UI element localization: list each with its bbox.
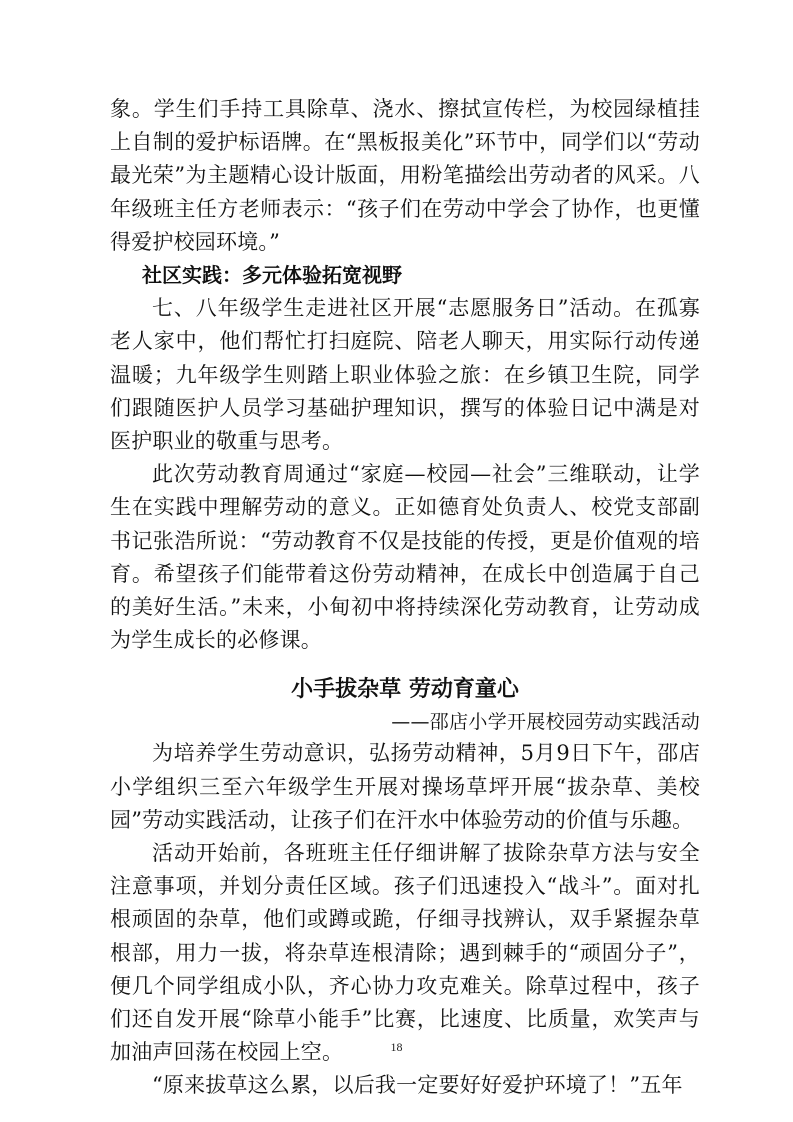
section-paragraph-1: 七、八年级学生走进社区开展“志愿服务日”活动。在孤寡老人家中，他们帮忙打扫庭院、陪老人聊天，用实际行动传递温暖；九年级学生则踏上职业体验之旅：在乡镇卫生院，同学们跟随医护人员学习基础护理知识，撰写的体验日记中满是对医护职业的敬重与思考。 bbox=[110, 296, 700, 454]
continued-paragraph: 象。学生们手持工具除草、浇水、擦拭宣传栏，为校园绿植挂上自制的爱护标语牌。在“黑板报美化”环节中，同学们以“劳动最光荣”为主题精心设计版面，用粉笔描绘出劳动者的风采。八年级班主任方老师表示：“孩子们在劳动中学会了协作，也更懂得爱护校园环境。” bbox=[110, 97, 700, 254]
article-title: 小手拔杂草 劳动育童心 bbox=[291, 677, 519, 703]
article-paragraph-2: 活动开始前，各班班主任仔细讲解了拔除杂草方法与安全注意事项，并划分责任区域。孩子们迅速投入“战斗”。面对扎根顽固的杂草，他们或蹲或跪，仔细寻找辨认，双手紧握杂草根部，用力一拔，将杂草连根清除；遇到棘手的“顽固分子”，便几个同学组成小队，齐心协力攻克难关。除草过程中，孩子们还自发开展“除草小能手”比赛，比速度、比质量，欢笑声与加油声回荡在校园上空。 bbox=[110, 841, 700, 1065]
page-content bbox=[110, 93, 700, 1103]
page-number: 18 bbox=[390, 1040, 403, 1054]
section-paragraph-2: 此次劳动教育周通过“家庭—校园—社会”三维联动，让学生在实践中理解劳动的意义。正如德育处负责人、校党支部副书记张浩所说：“劳动教育不仅是技能的传授，更是价值观的培育。希望孩子们能带着这份劳动精神，在成长中创造属于自己的美好生活。”未来，小甸初中将持续深化劳动教育，让劳动成为学生成长的必修课。 bbox=[110, 462, 700, 653]
section-heading: 社区实践：多元体验拓宽视野 bbox=[142, 263, 402, 288]
article-subtitle: ——邵店小学开展校园劳动实践活动 bbox=[391, 711, 700, 734]
article-paragraph-3: “原来拔草这么累，以后我一定要好好爱护环境了！”五年 bbox=[152, 1073, 683, 1098]
article-paragraph-1: 为培养学生劳动意识，弘扬劳动精神，5月9日下午，邵店小学组织三至六年级学生开展对操场草坪开展“拔杂草、美校园”劳动实践活动，让孩子们在汗水中体验劳动的价值与乐趣。 bbox=[110, 741, 700, 832]
